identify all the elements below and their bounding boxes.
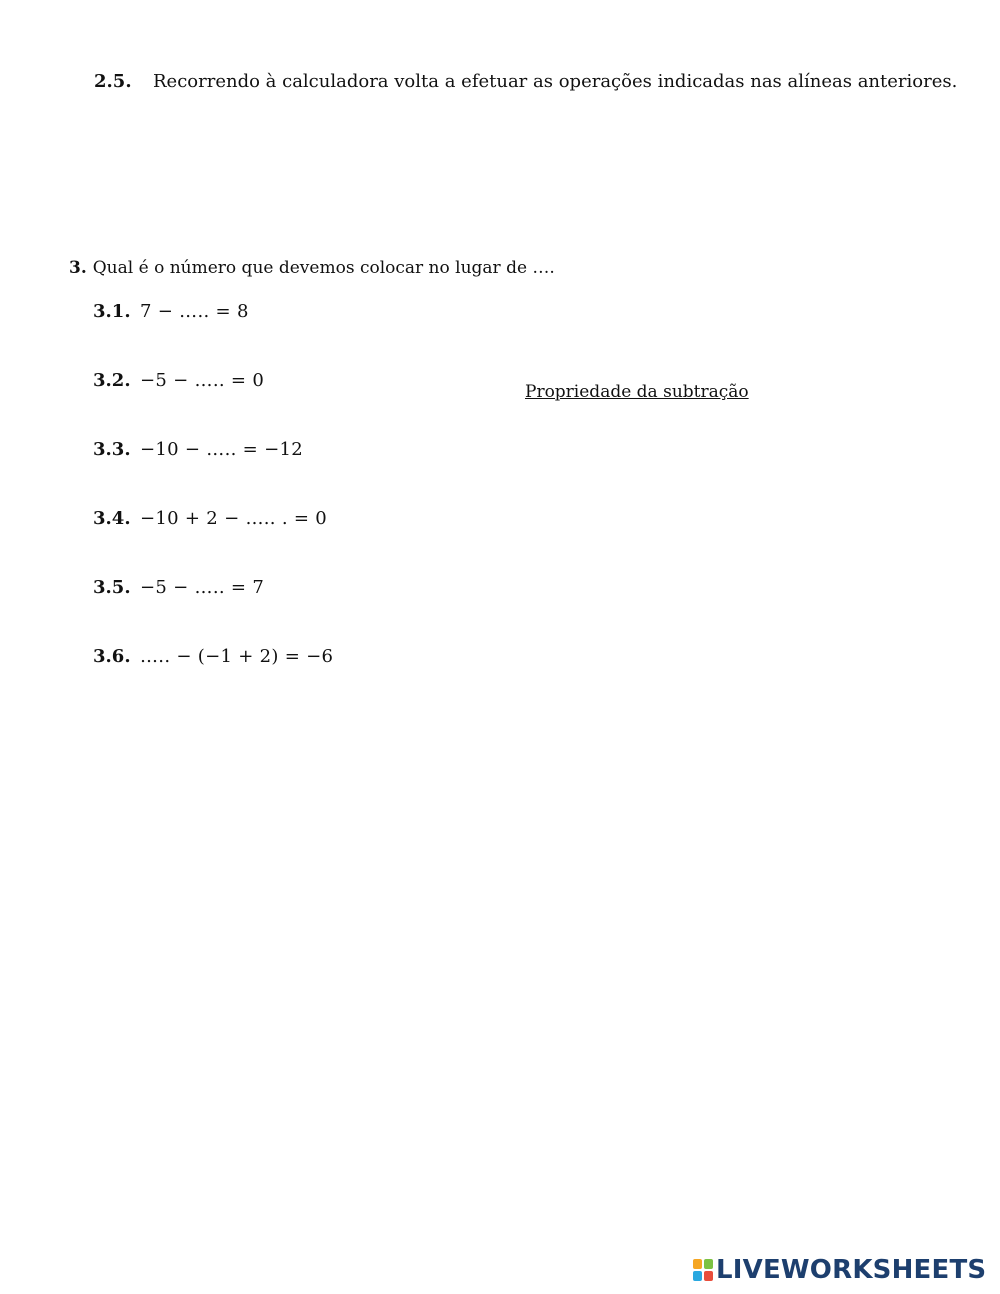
subquestion-number: 3.4. xyxy=(93,508,131,529)
subquestion-number: 3.1. xyxy=(93,301,131,322)
liveworksheets-logo xyxy=(693,1255,986,1285)
liveworksheets-logo-icon xyxy=(693,1259,713,1281)
subtraction-property-label: Propriedade da subtração xyxy=(525,382,749,402)
subquestion-number: 3.2. xyxy=(93,370,131,391)
logo-wordmark: LIVEWORKSHEETS xyxy=(716,1255,987,1285)
subquestion-list xyxy=(93,300,333,714)
subquestion-number: 3.6. xyxy=(93,646,131,667)
subquestion-3-6 xyxy=(93,645,333,714)
subquestion-3-1 xyxy=(93,300,333,369)
subquestion-3-5 xyxy=(93,576,333,645)
equation: 7 − ….. = 8 xyxy=(140,301,249,322)
subquestion-3-2 xyxy=(93,369,333,438)
question-text: Qual é o número que devemos colocar no lugar de …. xyxy=(92,258,555,278)
subquestion-3-4 xyxy=(93,507,333,576)
subquestion-number: 3.3. xyxy=(93,439,131,460)
equation: −10 − ….. = −12 xyxy=(140,439,303,460)
equation: −5 − ….. = 7 xyxy=(140,577,265,598)
question-text: Recorrendo à calculadora volta a efetuar as operações indicadas nas alíneas anteriores. xyxy=(153,71,958,92)
question-number: 3. xyxy=(69,258,87,278)
equation: −5 − ….. = 0 xyxy=(140,370,265,391)
subquestion-number: 3.5. xyxy=(93,577,131,598)
question-number: 2.5. xyxy=(94,71,132,92)
equation: ….. − (−1 + 2) = −6 xyxy=(140,646,334,667)
question-2-5 xyxy=(94,70,957,94)
question-3 xyxy=(69,256,555,280)
equation: −10 + 2 − ….. . = 0 xyxy=(140,508,328,529)
subquestion-3-3 xyxy=(93,438,333,507)
